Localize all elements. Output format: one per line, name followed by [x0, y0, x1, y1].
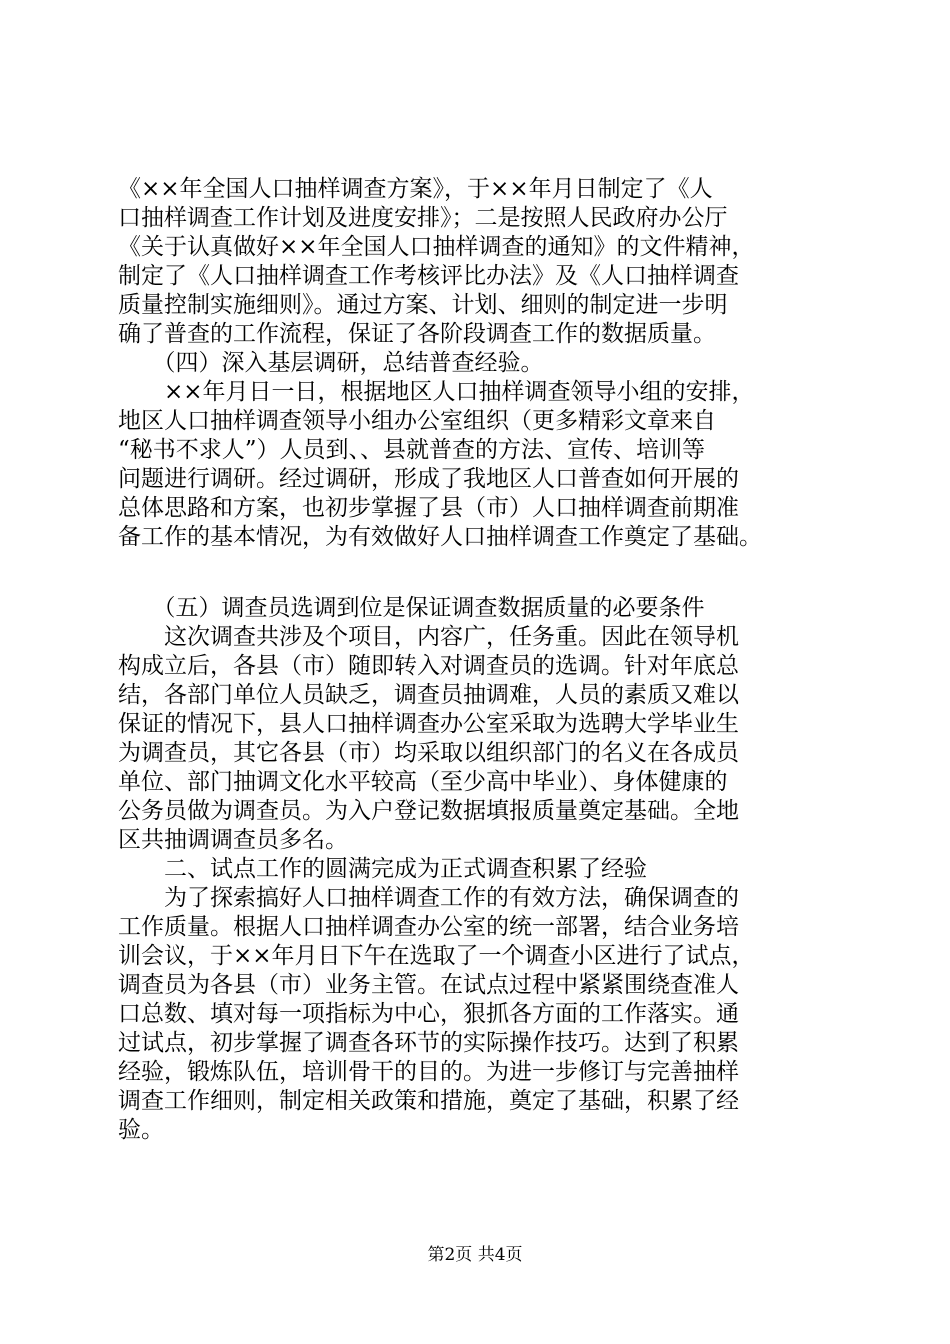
text-line: 备工作的基本情况，为有效做好人口抽样调查工作奠定了基础。: [118, 524, 762, 550]
text-line: 地区人口抽样调查领导小组办公室组织（更多精彩文章来自: [118, 408, 716, 434]
text-line: 构成立后，各县（市）随即转入对调查员的选调。针对年底总: [118, 653, 739, 679]
text-line: 《关于认真做好××年全国人口抽样调查的通知》的文件精神，: [118, 234, 755, 260]
text-line: “秘书不求人”）人员到、、县就普查的方法、宣传、培训等: [118, 437, 706, 463]
text-line: 训会议，于××年月日下午在选取了一个调查小区进行了试点，: [118, 943, 755, 969]
text-line: 《××年全国人口抽样调查方案》，于××年月日制定了《人: [118, 176, 713, 202]
text-line: ××年月日一日，根据地区人口抽样调查领导小组的安排，: [118, 379, 755, 405]
text-line: 制定了《人口抽样调查工作考核评比办法》及《人口抽样调查: [118, 263, 739, 289]
text-line: 为调查员，其它各县（市）均采取以组织部门的名义在各成员: [118, 740, 739, 766]
text-line: 确了普查的工作流程，保证了各阶段调查工作的数据质量。: [118, 321, 716, 347]
text-line: 口抽样调查工作计划及进度安排》；二是按照人民政府办公厅: [118, 205, 728, 231]
text-line: （四）深入基层调研，总结普查经验。: [118, 350, 544, 376]
paragraph-gap: [118, 552, 838, 594]
text-line: 单位、部门抽调文化水平较高（至少高中毕业）、身体健康的: [118, 769, 728, 795]
page-footer: 第2页 共4页: [427, 1245, 523, 1265]
text-line: 问题进行调研。经过调研，形成了我地区人口普查如何开展的: [118, 466, 739, 492]
text-line: 口总数、填对每一项指标为中心，狠抓各方面的工作落实。通: [118, 1001, 739, 1027]
text-line: 质量控制实施细则》。通过方案、计划、细则的制定进一步明: [118, 292, 728, 318]
text-line: 二、试点工作的圆满完成为正式调查积累了经验: [118, 856, 647, 882]
text-line: 这次调查共涉及个项目，内容广，任务重。因此在领导机: [118, 624, 739, 650]
text-line: 总体思路和方案，也初步掌握了县（市）人口抽样调查前期准: [118, 495, 739, 521]
text-line: （五）调查员选调到位是保证调查数据质量的必要条件: [118, 595, 705, 621]
text-line: 工作质量。根据人口抽样调查办公室的统一部署，结合业务培: [118, 914, 739, 940]
body-text: [118, 175, 838, 1145]
text-line: 验。: [118, 1117, 164, 1143]
text-line: 保证的情况下，县人口抽样调查办公室采取为选聘大学毕业生: [118, 711, 739, 737]
text-line: 调查员为各县（市）业务主管。在试点过程中紧紧围绕查准人: [118, 972, 739, 998]
text-line: 为了探索搞好人口抽样调查工作的有效方法，确保调查的: [118, 885, 739, 911]
text-line: 区共抽调调查员多名。: [118, 827, 348, 853]
text-line: 经验，锻炼队伍，培训骨干的目的。为进一步修订与完善抽样: [118, 1059, 739, 1085]
text-line: 结，各部门单位人员缺乏，调查员抽调难，人员的素质又难以: [118, 682, 739, 708]
text-line: 公务员做为调查员。为入户登记数据填报质量奠定基础。全地: [118, 798, 739, 824]
text-line: 过试点，初步掌握了调查各环节的实际操作技巧。达到了积累: [118, 1030, 739, 1056]
text-line: 调查工作细则，制定相关政策和措施，奠定了基础，积累了经: [118, 1088, 739, 1114]
